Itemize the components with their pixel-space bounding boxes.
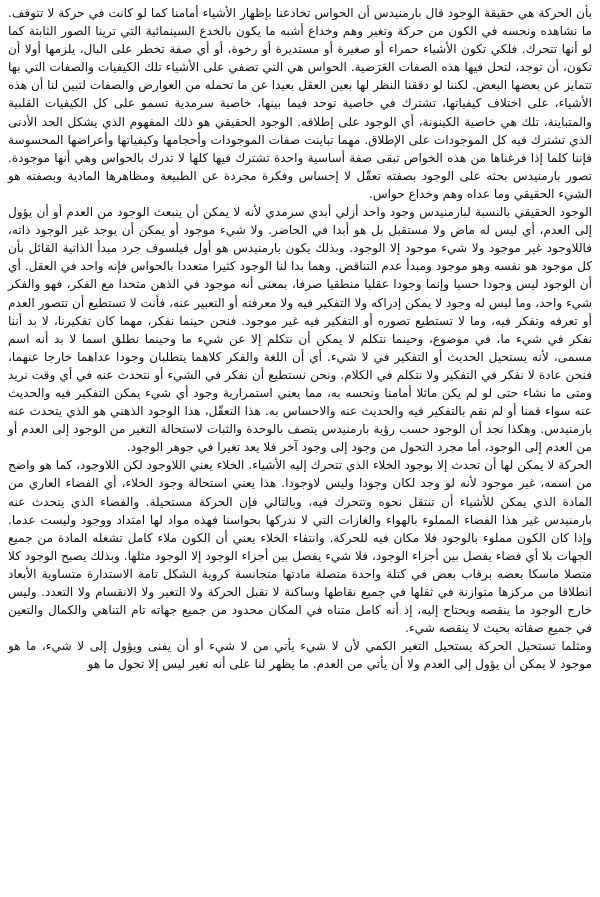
paragraph-quantitative-change: ومثلما تستحيل الحركة يستحيل التغير الكمي لأن لا شيء يأتي من لا شيء أو أن يفنى ويؤول إلى لا شيء، ما هو موجود لا يمكن أن يؤول إلى العدم ولا أن يأتي من العدم. ما يظهر لنا على أنه تغير ليس إلا تحول ما هو — [8, 639, 592, 672]
paragraph-void-and-motion: الحركة لا يمكن لها أن تحدث إلا بوجود الخلاء الذي تتحرك إليه الأشياء. الخلاء يعني اللاوجود لكن اللاوجود، كما هو واضح من اسمه، غير موجود لأنه لو وجد لكان وجودا وليس لاوجودا. هذا يعني استحالة وجود الخلاء، أي الفضاء العاري من المادة الذي يمكن للأشياء أن تنتقل نحوه وتتحرك فيه، وبالتالي فإن الحركة مستحيلة. والفضاء الذي يتحدث عنه بارمنيدس غير هذا الفضاء المملوء بالهواء والغازات التي لا ندركها بحواسنا فهذه مواد لها امتداد ووجود وليست عدما. وإذا كان الكون مملوء بالوجود فلا مكان فيه للحركة. وانتفاء الخلاء يعني أن الكون ملاء كامل تشغله المادة من جميع الجهات بلا أي فضاء يفصل بين أجزاء الوجود، فلا شيء يفصل بين أجزاء الوجود إلا الوجود مثلها. وبذلك يصبح الوجود كلا متصلا ماسكا بعضه برقاب بعض في كتلة واحدة متصلة مادتها متجانسة كروية الشكل تامة الاستدارة متساوية الأبعاد انطلاقا من مركزها متوازنة في ثقلها في جميع نقاطها وساكنة لا تقبل الحركة ولا التغير ولا الانقسام ولا التعدد. وليس خارج الوجود ما ينقصه ويحتاج إليه، إذ أنه كامل متناه في المكان محدود من جميع جهاته تام التناهي والكمال والتعين في جميع صفاته بحيث لا ينقصه شيء. — [8, 458, 592, 636]
paragraph-reality-of-motion: بأن الحركة هي حقيقة الوجود قال بارمنيدس أن الحواس تخادعنا بإظهار الأشياء أمامنا كما لو كانت في حركة لا تتوقف. ما نشاهده ونحسه في الكون من حركة وتغير وهم وخداع أشبه ما يكون بالخدع السينمائية التي ترينا الصور الثابتة كما لو أنها تتحرك. فلكي تكون الأشياء حمراء أو صغيرة أو مستديرة أو رخوة، أو أي صفة تخطر على البال، يلزمها أولا أن تكون، أن توجد، لتحل فيها هذه الصفات العَرَضية. الحواس هي التي تضفي على الأشياء تلك الكيفيات والصفات التي بها تتمايز عن بعضها البعض. لكننا لو دققنا النظر لها بعين العقل بعيدا عن ما تحمله من العوارض والصفات لتبين لنا أن هذه الأشياء، على اختلاف كيفياتها، تشترك في خاصية توحد فيما بينها، خاصية سرمدية تسمو على كل الكيفيات القلبية والمتباينة، تلك هي خاصية الكينونة، أي الوجود على إطلاقه. الوجود الحقيقي هو ذلك المفهوم الذي يشكل الحد الأدنى الذي تشترك فيه كل الموجودات على الإطلاق. مهما تباينت صفات الموجودات وأحجامها وكيفياتها وأعراضها المحسوسة فإننا كلما إذا فرغناها من هذه الخواص تبقى صفة أساسية واحدة تشترك فيها كلها لا تدرك بالحواس وهي أنها موجودة. تصور بارمنيدس بحثه على الوجود بصفته تعقّل لا إحساس وفكرة مجردة عن الطبيعة ومظاهرها المادية وبصفته هو الشيء الحقيقي وما عداه وهم وخداع حواس. — [8, 6, 592, 201]
paragraph-true-being: الوجود الحقيقي بالنسبة لبارمنيدس وجود واحد أزلي أبدي سرمدي لأنه لا يمكن أن ينبعث الوجود من العدم أو أن يؤول إلى العدم، أي ليس له ماض ولا مستقبل بل هو أبدا في الحاضر. ولا شيء موجود أو يمكن أن يوجد غير الوجود ذاته، فاللاوجود غير موجود ولا شيء موجود إلا الوجود. وبذلك يكون بارمنيدس هو أول فيلسوف جرد مبدأ الذاتية القائل بأن كل موجود هو نفسه وهو موجود ومبدأ عدم التناقض. وهما بدا لنا الوجود كثيرا متعددا بالحواس فإنه واحد في العقل. أي أن الوجود ليس وجودا حسيا وإنما وجودا عقليا منطقيا صرفا، بمعنى أنه موجود في الذهن متحدا مع الفكر، فهو والفكر شيء واحد، وما ليس له وجود لا يمكن إدراكه ولا التفكير فيه ولا معرفته أو التعبير عنه، فأنت لا تستطيع أن تتصور العدم أو تعرفه وتفكر فيه، وما لا تستطيع تصوره أو التفكير فيه غير موجود. فنحن حينما نفكر، مهما كان تفكيرنا، لا بد أننا نفكر في شيء ما، في موضوع، وحينما نتكلم لا يمكن أن نتكلم إلا عن شيء ما وحينما نطلق اسما لا بد أنه اسم مسمى، لأنه يستحيل الحديث أو التفكير في لا شيء. أي أن اللغة والفكر كلاهما يتطلبان وجودا عداهما خارجا عنهما، فنحن عادة لا نفكر في التفكير ولا نتكلم في الكلام. ونحن نستطيع أن نفكر في الشيء أو نتحدث عنه في أي وقت نريد ومتى ما نشاء حتى لو لم يكن ماثلا أمامنا ونحسه به، مما يعني استمرارية وجود أي شيء يمكن التفكير فيه والحديث عنه سواء قمنا أو لم نقم بالتفكير فيه والحديث عنه والاحساس به. هذا التعقّل، هذا الوجود الذهني هو الذي يتحدث عنه بارمنيدس. وهكذا نجد أن الوجود حسب رؤية بارمنيدس يتصف بالوحدة والثبات لاستحالة التغير من الوجود إلى العدم أو من العدم إلى الوجود، أما مجرد التحول من وجود إلى وجود آخر فلا يعد تغيرا في جوهر الوجود. — [8, 205, 592, 455]
